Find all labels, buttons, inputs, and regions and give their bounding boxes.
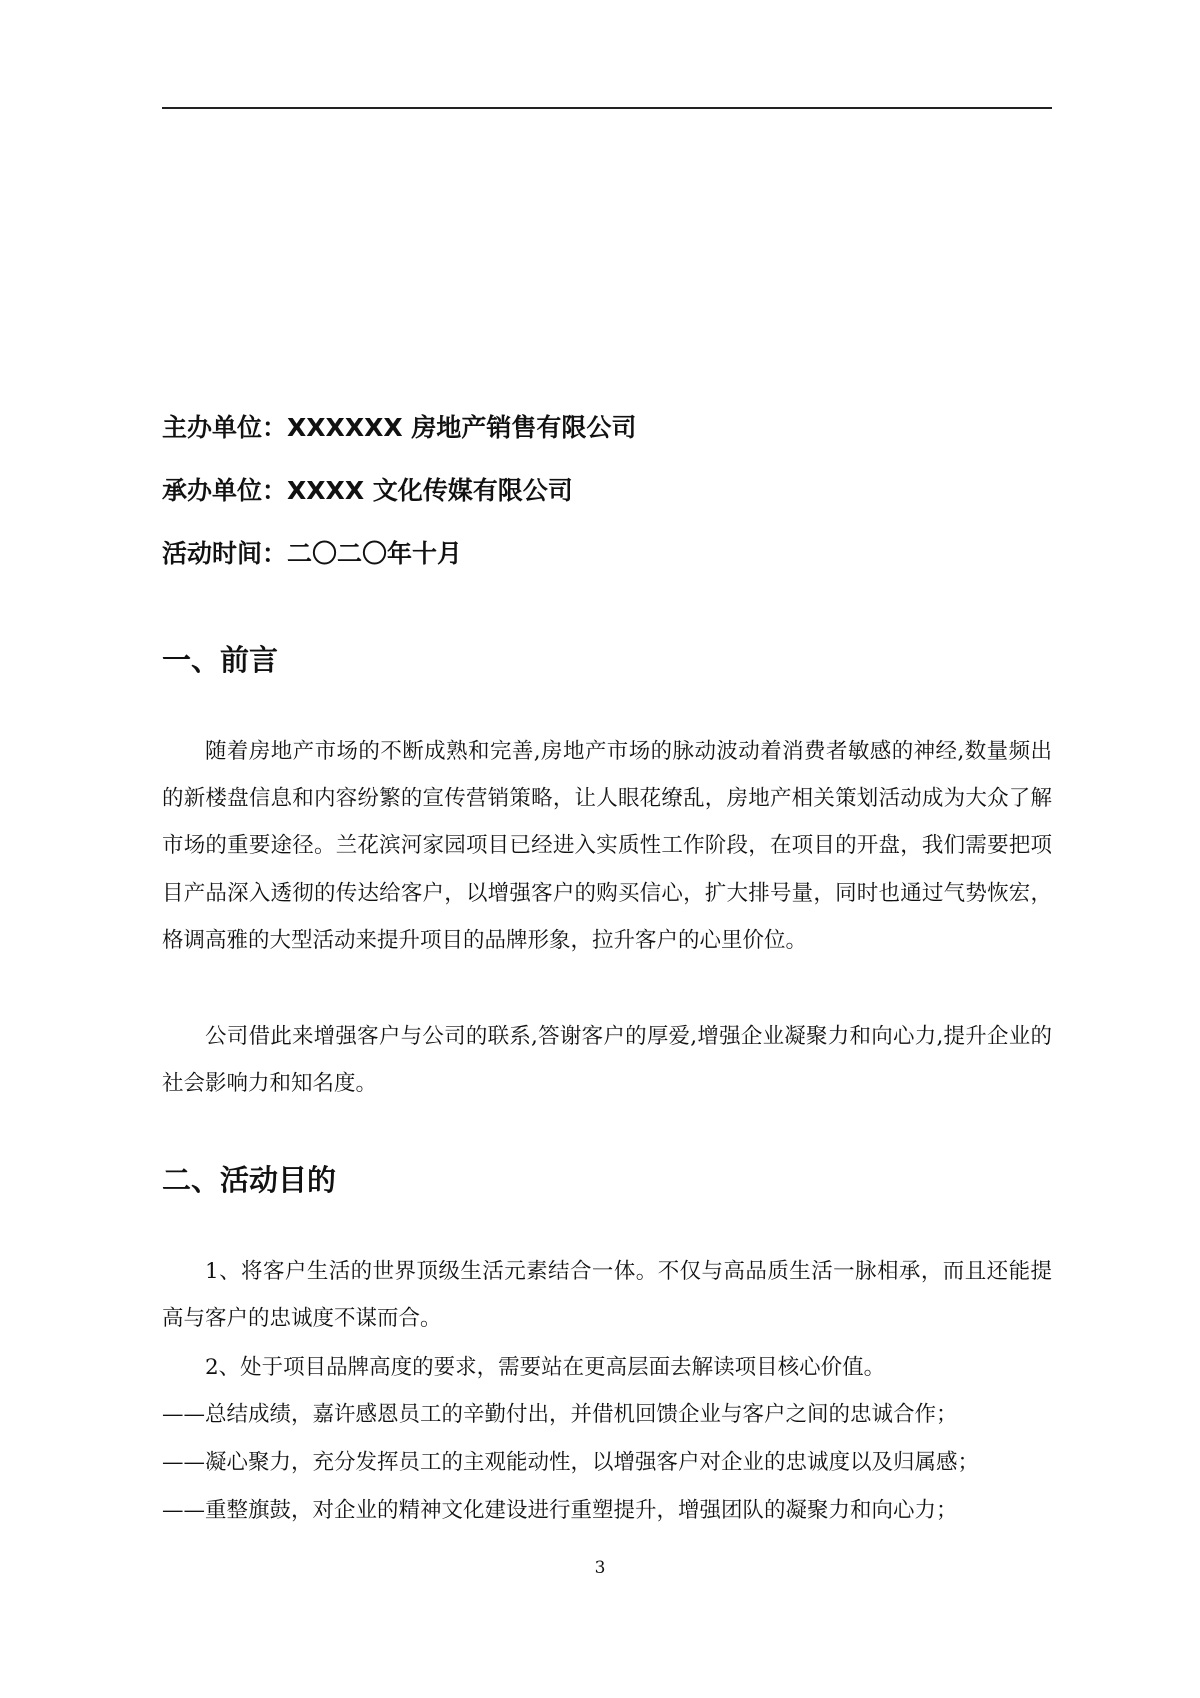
purpose-item-2: 2、处于项目品牌高度的要求，需要站在更高层面去解读项目核心价值。 [205,1355,886,1380]
purpose-dash-3: ——重整旗鼓，对企业的精神文化建设进行重塑提升，增强团队的凝聚力和向心力； [162,1498,958,1523]
purpose-dash-2: ——凝心聚力，充分发挥员工的主观能动性，以增强客户对企业的忠诚度以及归属感； [162,1450,980,1475]
organizer-line: 主办单位：XXXXXX 房地产销售有限公司 [162,413,637,442]
co-organizer-line: 承办单位：XXXX 文化传媒有限公司 [162,476,573,505]
purpose-dash-1: ——总结成绩，嘉许感恩员工的辛勤付出，并借机回馈企业与客户之间的忠诚合作； [162,1402,958,1427]
event-time-line: 活动时间：二〇二〇年十月 [162,539,463,568]
preface-paragraph-1: 随着房地产市场的不断成熟和完善,房地产市场的脉动波动着消费者敏感的神经,数量频出的新楼盘信息和内容纷繁的宣传营销策略，让人眼花缭乱，房地产相关策划活动成为大众了解市场的重要途径。兰花滨河家园项目已经进入实质性工作阶段，在项目的开盘，我们需要把项目产品深入透彻的传达给客户，以增强客户的购买信心，扩大排号量，同时也通过气势恢宏，格调高雅的大型活动来提升项目的品牌形象，拉升客户的心里价位。 [162,739,1052,953]
section-heading-purpose: 二、活动目的 [162,1163,337,1197]
page-number: 3 [594,1558,606,1578]
section-heading-preface: 一、前言 [162,643,279,677]
header-rule [162,107,1052,109]
preface-paragraph-2: 公司借此来增强客户与公司的联系,答谢客户的厚爱,增强企业凝聚力和向心力,提升企业的社会影响力和知名度。 [162,1024,1052,1097]
purpose-item-1: 1、将客户生活的世界顶级生活元素结合一体。不仅与高品质生活一脉相承，而且还能提高与客户的忠诚度不谋而合。 [162,1259,1052,1332]
